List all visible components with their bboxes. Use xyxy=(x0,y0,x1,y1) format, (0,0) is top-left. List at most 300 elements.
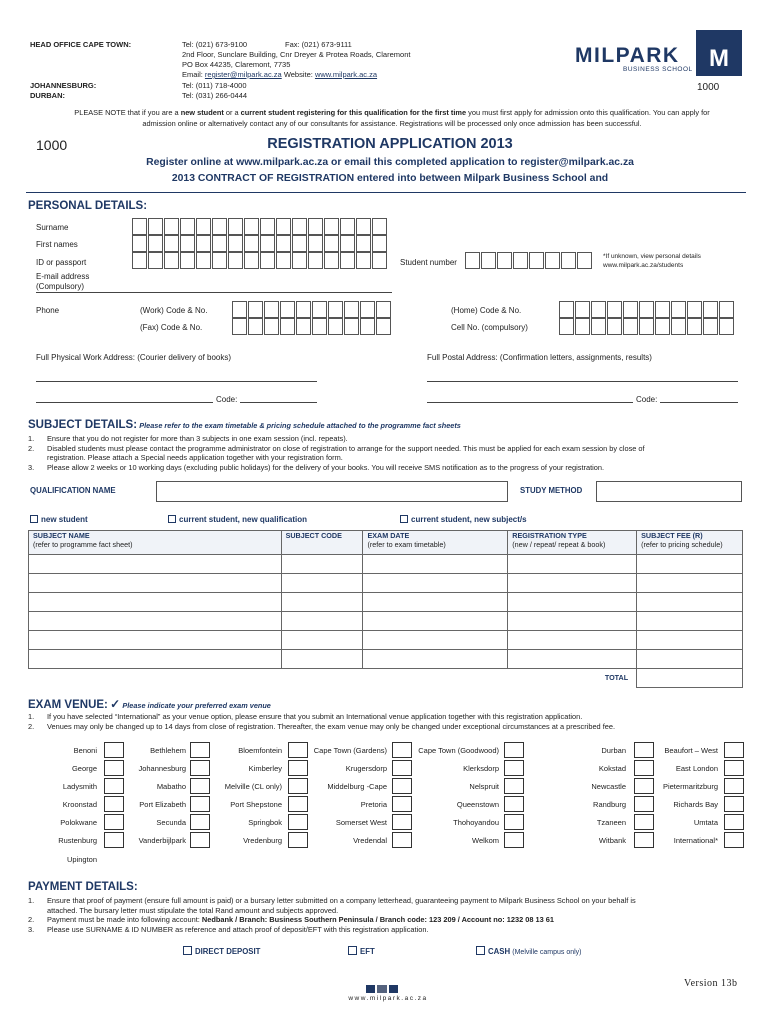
char-box[interactable] xyxy=(244,235,259,252)
char-box[interactable] xyxy=(212,252,227,269)
notice-rest: you must first apply for admission onto this qualification. You can apply for xyxy=(466,108,710,117)
registration-type-cell[interactable] xyxy=(508,631,637,650)
note-line-2[interactable]: www.milpark.ac.za/students xyxy=(603,261,684,269)
exam-venue-note: Please indicate your preferred exam venue xyxy=(122,701,271,710)
char-box[interactable] xyxy=(276,218,291,235)
column-title: SUBJECT NAME xyxy=(33,531,90,540)
subject-name-cell[interactable] xyxy=(29,593,282,612)
table-row[interactable] xyxy=(29,593,743,612)
notice-prefix: PLEASE NOTE that if you are a xyxy=(74,108,181,117)
venue-label: Melville (CL only) xyxy=(224,782,282,791)
list-number: 3. xyxy=(28,462,35,472)
char-box[interactable] xyxy=(212,235,227,252)
home-phone-boxes[interactable] xyxy=(559,301,735,318)
version-label: Version 13b xyxy=(684,978,738,989)
dbn-tel: Tel: (031) 266-0444 xyxy=(182,91,248,100)
cash-checkbox[interactable] xyxy=(476,946,485,955)
list-item xyxy=(28,915,748,925)
option-current-new-subject[interactable] xyxy=(400,515,527,525)
char-box[interactable] xyxy=(324,252,339,269)
list-text: Ensure that proof of payment (ensure full amount is paid) or a bursary letter submitted on a company letterhead, guaranteeing payment to Milpark Business School on your behalf is xyxy=(47,896,636,905)
char-box[interactable] xyxy=(376,318,391,335)
char-box[interactable] xyxy=(280,318,295,335)
eft-checkbox[interactable] xyxy=(348,946,357,955)
venue-label: Port Shepstone xyxy=(230,800,282,809)
char-box[interactable] xyxy=(148,235,163,252)
venue-label: Secunda xyxy=(156,818,186,827)
char-box[interactable] xyxy=(148,252,163,269)
char-box[interactable] xyxy=(244,252,259,269)
char-box[interactable] xyxy=(671,301,686,318)
venue-label: Beaufort – West xyxy=(664,746,718,755)
table-row[interactable] xyxy=(29,555,743,574)
notice-mid: or a xyxy=(223,108,241,117)
char-box[interactable] xyxy=(655,301,670,318)
subject-table-header xyxy=(29,531,743,555)
venue-label: Krugersdorp xyxy=(345,764,387,773)
char-box[interactable] xyxy=(164,252,179,269)
char-box[interactable] xyxy=(164,235,179,252)
current-subject-checkbox[interactable] xyxy=(400,515,408,523)
list-number: 1. xyxy=(28,896,35,905)
venue-label: Vredendal xyxy=(353,836,387,845)
venue-label: Queenstown xyxy=(456,800,499,809)
char-box[interactable] xyxy=(292,218,307,235)
char-box[interactable] xyxy=(148,218,163,235)
char-box[interactable] xyxy=(639,301,654,318)
subject-fee-cell[interactable] xyxy=(637,612,743,631)
subject-name-cell[interactable] xyxy=(29,555,282,574)
work-address-field[interactable] xyxy=(36,381,317,382)
venue-label: International* xyxy=(673,836,718,845)
subject-table xyxy=(28,530,743,688)
column-subtitle: (refer to exam timetable) xyxy=(367,539,446,549)
form-number-left: 1000 xyxy=(36,137,68,153)
char-box[interactable] xyxy=(212,218,227,235)
current-qual-label: current student, new qualification xyxy=(179,515,308,524)
subject-code-cell[interactable] xyxy=(281,555,363,574)
column-subtitle: (new / repeat/ repeat & book) xyxy=(512,539,606,549)
char-box[interactable] xyxy=(232,318,247,335)
char-box[interactable] xyxy=(248,301,263,318)
char-box[interactable] xyxy=(481,252,496,269)
address-line-2: PO Box 44235, Claremont, 7735 xyxy=(182,60,291,69)
column-subtitle: (refer to programme fact sheet) xyxy=(33,539,133,549)
char-box[interactable] xyxy=(559,318,574,335)
qualification-name-label: QUALIFICATION NAME xyxy=(30,486,116,495)
list-item xyxy=(28,434,748,444)
char-box[interactable] xyxy=(623,318,638,335)
exam-date-cell[interactable] xyxy=(363,555,508,574)
cell-boxes[interactable] xyxy=(559,318,735,335)
personal-details-heading: PERSONAL DETAILS: xyxy=(28,200,148,212)
surname-label: Surname xyxy=(36,223,69,232)
notice-bold-new: new student xyxy=(180,108,224,117)
first-names-label: First names xyxy=(36,240,78,249)
venue-label: Klerksdorp xyxy=(463,764,499,773)
list-item xyxy=(28,722,748,732)
char-box[interactable] xyxy=(228,252,243,269)
venue-label: Port Elizabeth xyxy=(139,800,186,809)
char-box[interactable] xyxy=(292,235,307,252)
venue-checkbox[interactable] xyxy=(724,832,744,848)
char-box[interactable] xyxy=(529,252,544,269)
char-box[interactable] xyxy=(264,318,279,335)
char-box[interactable] xyxy=(344,318,359,335)
total-fee-cell[interactable] xyxy=(637,669,743,688)
exam-date-cell[interactable] xyxy=(363,593,508,612)
char-box[interactable] xyxy=(376,301,391,318)
venue-label: Thohoyandou xyxy=(453,818,499,827)
address-line-1: 2nd Floor, Sunclare Building, Cnr Dreyer & Protea Roads, Claremont xyxy=(182,50,411,59)
option-new-student[interactable] xyxy=(30,515,88,525)
char-box[interactable] xyxy=(164,218,179,235)
registration-type-cell[interactable] xyxy=(508,612,637,631)
char-box[interactable] xyxy=(703,301,718,318)
char-box[interactable] xyxy=(260,252,275,269)
table-row[interactable] xyxy=(29,650,743,669)
fax-label: (Fax) Code & No. xyxy=(140,323,203,332)
current-qual-checkbox[interactable] xyxy=(168,515,176,523)
tick-icon: ✓ xyxy=(110,697,121,711)
cash-note: (Melville campus only) xyxy=(512,949,582,956)
char-box[interactable] xyxy=(132,218,147,235)
website-prefix: Website: xyxy=(281,70,315,79)
postal-code-label: Code: xyxy=(636,395,658,404)
postal-address-label: Full Postal Address: (Confirmation letters, assignments, results) xyxy=(427,353,652,362)
char-box[interactable] xyxy=(575,301,590,318)
table-row[interactable] xyxy=(29,612,743,631)
list-number: 1. xyxy=(28,712,35,721)
logo-m-block: M xyxy=(696,30,742,76)
column-subtitle: (refer to pricing schedule) xyxy=(641,539,723,549)
column-title: SUBJECT CODE xyxy=(285,531,342,540)
work-phone-label: (Work) Code & No. xyxy=(140,306,208,315)
student-number-boxes[interactable] xyxy=(465,252,593,269)
subject-code-cell[interactable] xyxy=(281,612,363,631)
exam-date-cell[interactable] xyxy=(363,574,508,593)
list-text: attached. The bursary letter must stipulate the total Rand amount and subjects approved. xyxy=(47,905,339,915)
char-box[interactable] xyxy=(356,218,371,235)
char-box[interactable] xyxy=(180,252,195,269)
char-box[interactable] xyxy=(513,252,528,269)
exam-date-cell[interactable] xyxy=(363,650,508,669)
char-box[interactable] xyxy=(248,318,263,335)
postal-address-field[interactable] xyxy=(427,381,738,382)
column-title: REGISTRATION TYPE xyxy=(512,531,587,540)
exam-date-cell[interactable] xyxy=(363,631,508,650)
registration-type-cell[interactable] xyxy=(508,593,637,612)
char-box[interactable] xyxy=(132,252,147,269)
char-box[interactable] xyxy=(561,252,576,269)
char-box[interactable] xyxy=(340,252,355,269)
venue-label: East London xyxy=(675,764,718,773)
char-box[interactable] xyxy=(132,235,147,252)
id-passport-label: ID or passport xyxy=(36,258,87,267)
venue-label: Vanderbijlpark xyxy=(138,836,186,845)
payment-instructions xyxy=(28,896,748,934)
char-box[interactable] xyxy=(196,218,211,235)
char-box[interactable] xyxy=(296,301,311,318)
option-current-new-qual[interactable] xyxy=(168,515,307,525)
char-box[interactable] xyxy=(497,252,512,269)
char-box[interactable] xyxy=(324,235,339,252)
table-row[interactable] xyxy=(29,574,743,593)
venue-label: Rustenburg xyxy=(58,836,97,845)
subject-code-cell[interactable] xyxy=(281,593,363,612)
total-row xyxy=(29,669,743,688)
id-passport-boxes[interactable] xyxy=(132,252,388,269)
postal-address-field-2[interactable] xyxy=(427,402,633,403)
venue-label: Johannesburg xyxy=(138,764,186,773)
char-box[interactable] xyxy=(196,235,211,252)
venue-label: Pietermaritzburg xyxy=(662,782,718,791)
venue-label: Bloemfontein xyxy=(238,746,282,755)
char-box[interactable] xyxy=(276,235,291,252)
cash-label: CASH xyxy=(488,947,511,956)
list-number: 3. xyxy=(28,924,35,934)
work-phone-boxes[interactable] xyxy=(232,301,392,318)
char-box[interactable] xyxy=(312,318,327,335)
list-item xyxy=(28,906,748,916)
char-box[interactable] xyxy=(591,318,606,335)
subject-details-header xyxy=(28,419,461,433)
venue-label: Benoni xyxy=(73,746,97,755)
registration-type-cell[interactable] xyxy=(508,574,637,593)
work-code-field[interactable] xyxy=(240,402,317,403)
venue-instructions xyxy=(28,712,748,731)
venue-label: Welkom xyxy=(472,836,499,845)
char-box[interactable] xyxy=(280,301,295,318)
list-text: Venues may only be changed up to 14 days from close of registration. Thereafter, the exam venue may only be changed under exceptional circumstances at a prescribed fee. xyxy=(47,721,616,731)
payment-details-heading: PAYMENT DETAILS: xyxy=(28,881,138,893)
payment-eft[interactable] xyxy=(348,947,375,956)
char-box[interactable] xyxy=(260,218,275,235)
eft-label: EFT xyxy=(360,947,375,956)
char-box[interactable] xyxy=(607,318,622,335)
char-box[interactable] xyxy=(344,301,359,318)
char-box[interactable] xyxy=(328,301,343,318)
new-student-label: new student xyxy=(41,515,88,524)
list-item xyxy=(28,925,748,935)
contract-line: 2013 CONTRACT OF REGISTRATION entered into between Milpark Business School and xyxy=(171,173,609,184)
char-box[interactable] xyxy=(559,301,574,318)
email-field[interactable] xyxy=(36,292,392,293)
venue-checkbox[interactable] xyxy=(724,796,744,812)
char-box[interactable] xyxy=(308,218,323,235)
form-number-right: 1000 xyxy=(697,82,720,93)
register-online-line: Register online at www.milpark.ac.za or email this completed application to register@milpark.ac.za xyxy=(146,157,634,168)
account-details: Nedbank / Branch: Business Southern Peninsula / Branch code: 123 209 / Account no: 1232 08 13 61 xyxy=(201,915,555,924)
char-box[interactable] xyxy=(328,318,343,335)
char-box[interactable] xyxy=(360,301,375,318)
venue-checkbox[interactable] xyxy=(724,778,744,794)
char-box[interactable] xyxy=(276,252,291,269)
list-item xyxy=(28,896,748,906)
venue-label: Kokstad xyxy=(598,764,626,773)
study-method-field[interactable] xyxy=(596,481,742,502)
registration-type-cell[interactable] xyxy=(508,650,637,669)
subject-fee-cell[interactable] xyxy=(637,650,743,669)
qualification-name-field[interactable] xyxy=(156,481,508,502)
column-header xyxy=(363,531,508,555)
char-box[interactable] xyxy=(180,218,195,235)
new-student-checkbox[interactable] xyxy=(30,515,38,523)
char-box[interactable] xyxy=(324,218,339,235)
column-header xyxy=(508,531,637,555)
venue-label: Cape Town (Goodwood) xyxy=(418,746,499,755)
char-box[interactable] xyxy=(180,235,195,252)
char-box[interactable] xyxy=(623,301,638,318)
venue-label: George xyxy=(71,764,97,773)
email-link[interactable]: register@milpark.ac.za xyxy=(204,70,282,79)
subject-fee-cell[interactable] xyxy=(637,555,743,574)
char-box[interactable] xyxy=(228,218,243,235)
direct-deposit-checkbox[interactable] xyxy=(183,946,192,955)
char-box[interactable] xyxy=(260,235,275,252)
char-box[interactable] xyxy=(372,252,387,269)
char-box[interactable] xyxy=(244,218,259,235)
list-item xyxy=(28,453,748,463)
postal-code-field[interactable] xyxy=(660,402,738,403)
subject-fee-cell[interactable] xyxy=(637,631,743,650)
note-line-1: *If unknown, view personal details xyxy=(603,253,701,260)
char-box[interactable] xyxy=(308,235,323,252)
jhb-tel: Tel: (011) 718-4000 xyxy=(182,81,247,90)
char-box[interactable] xyxy=(719,301,734,318)
list-text: If you have selected “International” as your venue option, please ensure that you submit an International venue application together with this registration application. xyxy=(47,712,583,721)
tel-cape: Tel: (021) 673-9100 xyxy=(182,40,248,49)
char-box[interactable] xyxy=(372,218,387,235)
notice-bold-current: current student registering for this qualification for the first time xyxy=(240,108,467,117)
column-header xyxy=(281,531,363,555)
table-row[interactable] xyxy=(29,631,743,650)
char-box[interactable] xyxy=(575,318,590,335)
column-title: EXAM DATE xyxy=(367,531,410,540)
char-box[interactable] xyxy=(228,235,243,252)
venue-label: Nelspruit xyxy=(469,782,499,791)
char-box[interactable] xyxy=(545,252,560,269)
char-box[interactable] xyxy=(264,301,279,318)
jhb-label: JOHANNESBURG: xyxy=(30,81,97,90)
char-box[interactable] xyxy=(312,301,327,318)
venue-checkbox[interactable] xyxy=(724,814,744,830)
work-code-label: Code: xyxy=(216,395,238,404)
list-item xyxy=(28,463,748,473)
char-box[interactable] xyxy=(607,301,622,318)
char-box[interactable] xyxy=(465,252,480,269)
venue-checkbox[interactable] xyxy=(724,742,744,758)
website-link[interactable]: www.milpark.ac.za xyxy=(314,70,378,79)
fax-boxes[interactable] xyxy=(232,318,392,335)
subject-details-heading: SUBJECT DETAILS: xyxy=(28,419,138,431)
subject-code-cell[interactable] xyxy=(281,631,363,650)
char-box[interactable] xyxy=(296,318,311,335)
venue-label: Durban xyxy=(601,746,626,755)
direct-deposit-label: DIRECT DEPOSIT xyxy=(195,947,261,956)
head-office-label: HEAD OFFICE CAPE TOWN: xyxy=(30,40,132,49)
subject-name-cell[interactable] xyxy=(29,631,282,650)
subject-name-cell[interactable] xyxy=(29,574,282,593)
subject-name-cell[interactable] xyxy=(29,650,282,669)
char-box[interactable] xyxy=(356,252,371,269)
study-method-label: STUDY METHOD xyxy=(520,486,583,495)
subject-fee-cell[interactable] xyxy=(637,593,743,612)
char-box[interactable] xyxy=(372,235,387,252)
list-text: registration. Please attach a Special needs application together with your registration form. xyxy=(47,453,343,462)
subject-details-note: Please refer to the exam timetable & pricing schedule attached to the programme fact sheets xyxy=(139,421,461,430)
char-box[interactable] xyxy=(360,318,375,335)
section-divider xyxy=(26,192,746,193)
work-address-field-2[interactable] xyxy=(36,402,213,403)
registration-type-cell[interactable] xyxy=(508,555,637,574)
venue-label: Upington xyxy=(66,855,97,864)
venue-label: Polokwane xyxy=(60,818,97,827)
surname-boxes[interactable] xyxy=(132,218,388,235)
char-box[interactable] xyxy=(591,301,606,318)
list-text: Please allow 2 weeks or 10 working days (excluding public holidays) for the delivery of your books. You will receive SMS notification as to the progress of your registration. xyxy=(47,462,605,472)
column-title: SUBJECT FEE (R) xyxy=(641,531,703,540)
admission-notice xyxy=(36,108,748,129)
list-item xyxy=(28,444,748,454)
char-box[interactable] xyxy=(687,301,702,318)
payment-direct-deposit[interactable] xyxy=(183,947,260,956)
char-box[interactable] xyxy=(577,252,592,269)
payment-cash[interactable] xyxy=(476,947,582,957)
char-box[interactable] xyxy=(292,252,307,269)
venue-label: Umtata xyxy=(693,818,718,827)
current-subject-label: current student, new subject/s xyxy=(411,515,527,524)
char-box[interactable] xyxy=(719,318,734,335)
subject-code-cell[interactable] xyxy=(281,574,363,593)
form-title: REGISTRATION APPLICATION 2013 xyxy=(267,136,513,152)
home-phone-label: (Home) Code & No. xyxy=(451,306,522,315)
char-box[interactable] xyxy=(703,318,718,335)
phone-label: Phone xyxy=(36,306,60,315)
work-address-label: Full Physical Work Address: (Courier delivery of books) xyxy=(36,353,232,362)
subject-name-cell[interactable] xyxy=(29,612,282,631)
char-box[interactable] xyxy=(655,318,670,335)
char-box[interactable] xyxy=(671,318,686,335)
exam-date-cell[interactable] xyxy=(363,612,508,631)
char-box[interactable] xyxy=(196,252,211,269)
list-number: 1. xyxy=(28,434,35,443)
char-box[interactable] xyxy=(356,235,371,252)
first-names-boxes[interactable] xyxy=(132,235,388,252)
venue-label: Mabatho xyxy=(156,782,186,791)
char-box[interactable] xyxy=(308,252,323,269)
logo-text: MILPARK xyxy=(575,44,680,67)
cell-label: Cell No. (compulsory) xyxy=(451,323,528,332)
subject-instructions xyxy=(28,434,748,472)
list-number: 2. xyxy=(28,443,35,453)
char-box[interactable] xyxy=(340,235,355,252)
list-text: Payment must be made into following account: xyxy=(47,915,202,924)
notice-line2: admission online or alternatively contact any of our consultants for assistance. Registrations will be processed only once admission has been successful. xyxy=(142,118,642,128)
email-label-1: E-mail address xyxy=(36,272,90,281)
list-text: Ensure that you do not register for more than 3 subjects in one exam session (incl. repeats). xyxy=(47,434,348,443)
venue-label: Vredenburg xyxy=(243,836,282,845)
subject-code-cell[interactable] xyxy=(281,650,363,669)
list-text: Disabled students must please contact the programme administrator on close of registration to arrange for the support needed. This must be applied for each exam session by close of xyxy=(47,443,645,453)
venue-checkbox[interactable] xyxy=(724,760,744,776)
char-box[interactable] xyxy=(639,318,654,335)
venue-label: Ladysmith xyxy=(62,782,97,791)
char-box[interactable] xyxy=(687,318,702,335)
char-box[interactable] xyxy=(340,218,355,235)
subject-fee-cell[interactable] xyxy=(637,574,743,593)
char-box[interactable] xyxy=(232,301,247,318)
